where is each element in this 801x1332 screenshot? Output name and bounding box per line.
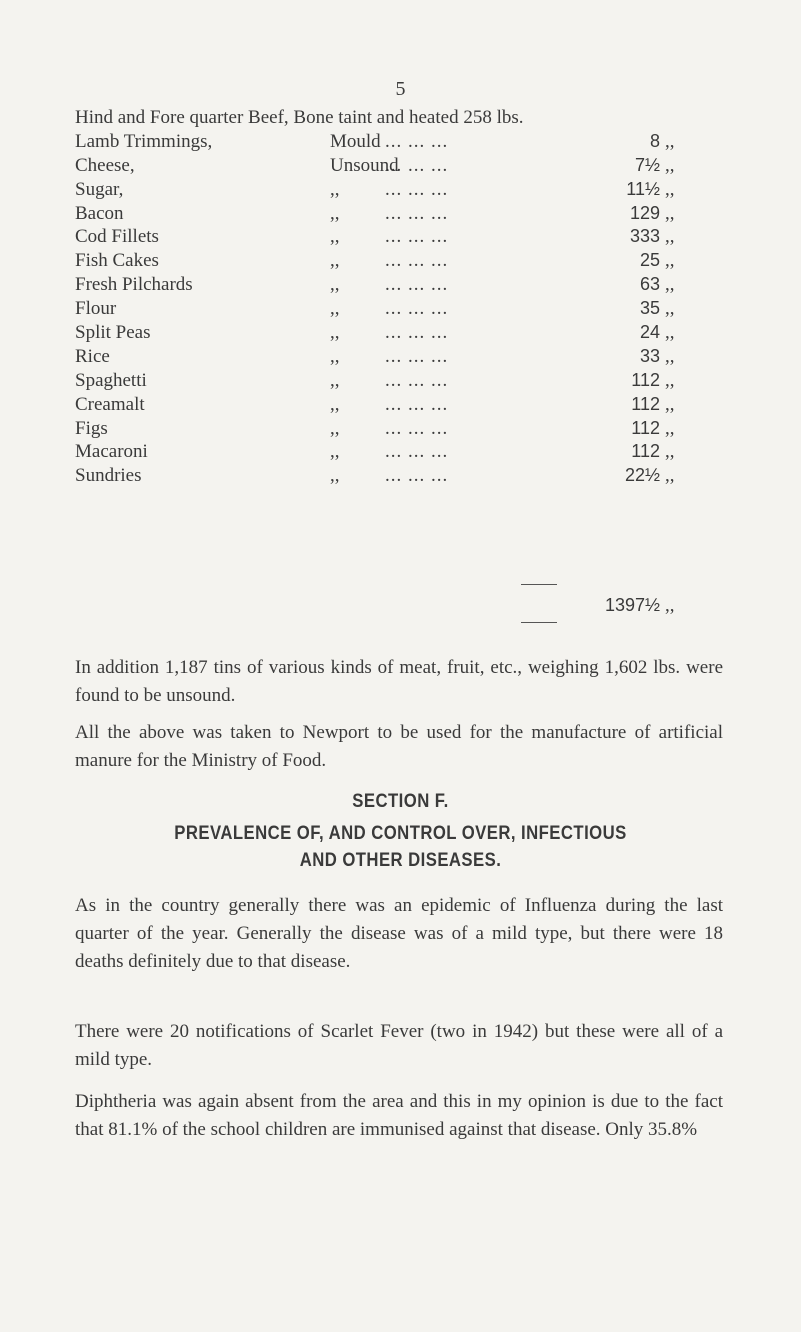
paragraph-tins: In addition 1,187 tins of various kinds of meat, fruit, etc., weighing 1,602 lbs. were found to be unsound. <box>75 657 723 706</box>
condemned-food-table <box>75 106 715 488</box>
row-item: Creamalt <box>75 393 145 415</box>
row-condition: ,, <box>330 226 340 248</box>
table-row <box>75 417 715 441</box>
row-quantity: 112 <box>631 393 660 414</box>
row-condition: ,, <box>330 369 340 391</box>
row-condition: ,, <box>330 345 340 367</box>
section-label: SECTION F. <box>352 791 449 812</box>
row-item: Fresh Pilchards <box>75 274 193 296</box>
table-row <box>75 321 715 345</box>
row-unit: ,, <box>665 417 675 439</box>
row-unit: ,, <box>665 130 675 152</box>
row-unit: ,, <box>665 345 675 367</box>
page-number: 5 <box>395 78 406 100</box>
row-dots: ... ... ... <box>385 393 449 415</box>
row-dots: ... ... ... <box>385 345 449 367</box>
row-item: Rice <box>75 345 110 367</box>
row-dots: ... ... ... <box>385 226 449 248</box>
row-item: Lamb Trimmings, <box>75 130 213 152</box>
row-unit: ,, <box>665 369 675 391</box>
row-item: Cod Fillets <box>75 226 159 248</box>
row-quantity: 129 <box>629 202 660 223</box>
row-item: Spaghetti <box>75 369 147 391</box>
row-dots: ... ... ... <box>385 274 449 296</box>
table-row <box>75 178 715 202</box>
row-dots: ... ... ... <box>385 322 449 344</box>
section-title-line2: AND OTHER DISEASES. <box>299 850 502 871</box>
row-condition: ,, <box>330 441 340 463</box>
row-unit: ,, <box>665 226 675 248</box>
section-title-line1: PREVALENCE OF, AND CONTROL OVER, INFECTIOUS <box>174 823 627 844</box>
row-quantity: 25 <box>639 250 660 271</box>
total-unit: ,, <box>665 595 675 616</box>
row-unit: ,, <box>665 274 675 296</box>
row-item: Figs <box>75 417 108 439</box>
table-row <box>75 297 715 321</box>
total-rule-bottom <box>521 622 557 623</box>
paragraph-diphtheria: Diphtheria was again absent from the area and this in my opinion is due to the fact that 81.1% of the school children are immunised against that disease. Only 35.8% <box>75 1091 723 1140</box>
row-dots: ... ... ... <box>385 130 449 152</box>
row-unit: ,, <box>665 154 675 176</box>
row-condition: ,, <box>330 274 340 296</box>
row-unit: ,, <box>665 250 675 272</box>
row-quantity: 33 <box>639 345 660 366</box>
row-dots: ... ... ... <box>385 298 449 320</box>
row-quantity: 112 <box>631 441 660 462</box>
row-dots: ... ... ... <box>385 417 449 439</box>
row-item: Sundries <box>75 465 142 487</box>
row-dots: ... ... ... <box>385 369 449 391</box>
table-row <box>75 464 715 488</box>
row-quantity: 11½ <box>626 178 660 199</box>
row-item: Split Peas <box>75 322 151 344</box>
table-row <box>75 393 715 417</box>
total-rule-top <box>521 584 557 585</box>
row-condition: ,, <box>330 250 340 272</box>
paragraph-newport: All the above was taken to Newport to be used for the manufacture of artificial manure for the Ministry of Food. <box>75 722 723 771</box>
row-unit: ,, <box>665 322 675 344</box>
table-row <box>75 273 715 297</box>
paragraph-scarlet-fever: There were 20 notifications of Scarlet Fever (two in 1942) but these were all of a mild type. <box>75 1021 723 1070</box>
table-row <box>75 130 715 154</box>
row-unit: ,, <box>665 202 675 224</box>
paragraph-influenza: As in the country generally there was an epidemic of Influenza during the last quarter of the year. Generally the disease was of a mild type, but there were 18 deaths definitely due to that disease. <box>75 895 723 972</box>
table-row <box>75 249 715 273</box>
row-item: Bacon <box>75 202 124 224</box>
row-quantity: 112 <box>631 417 660 438</box>
row-quantity: 63 <box>639 274 660 295</box>
table-row <box>75 154 715 178</box>
row-condition: Mould <box>330 130 381 152</box>
row-item: Macaroni <box>75 441 148 463</box>
table-row <box>75 345 715 369</box>
row-condition: ,, <box>330 465 340 487</box>
row-unit: ,, <box>665 393 675 415</box>
row-dots: ... ... ... <box>385 154 449 176</box>
beef-line: Hind and Fore quarter Beef, Bone taint and heated 258 lbs. <box>75 107 524 128</box>
row-item: Fish Cakes <box>75 250 159 272</box>
row-unit: ,, <box>665 465 675 487</box>
row-condition: ,, <box>330 202 340 224</box>
table-row <box>75 440 715 464</box>
row-condition: ,, <box>330 393 340 415</box>
row-quantity: 35 <box>639 298 660 319</box>
row-condition: ,, <box>330 178 340 200</box>
row-quantity: 7½ <box>634 154 660 175</box>
row-dots: ... ... ... <box>385 250 449 272</box>
row-dots: ... ... ... <box>385 465 449 487</box>
row-condition: ,, <box>330 322 340 344</box>
row-quantity: 8 <box>649 130 660 151</box>
total-row <box>75 595 715 619</box>
row-dots: ... ... ... <box>385 178 449 200</box>
row-item: Cheese, <box>75 154 135 176</box>
table-row <box>75 369 715 393</box>
row-quantity: 112 <box>631 369 660 390</box>
row-condition: ,, <box>330 417 340 439</box>
table-row <box>75 202 715 226</box>
table-row <box>75 225 715 249</box>
row-quantity: 24 <box>639 322 660 343</box>
row-unit: ,, <box>665 298 675 320</box>
table-rows <box>75 130 715 488</box>
row-condition: Unsound <box>330 154 399 176</box>
row-item: Sugar, <box>75 178 124 200</box>
row-dots: ... ... ... <box>385 202 449 224</box>
total-quantity: 1397½ <box>604 595 660 615</box>
table-row-beef <box>75 106 715 130</box>
row-dots: ... ... ... <box>385 441 449 463</box>
row-unit: ,, <box>665 178 675 200</box>
row-condition: ,, <box>330 298 340 320</box>
row-unit: ,, <box>665 441 675 463</box>
row-quantity: 333 <box>629 226 660 247</box>
row-quantity: 22½ <box>624 465 660 486</box>
row-item: Flour <box>75 298 117 320</box>
